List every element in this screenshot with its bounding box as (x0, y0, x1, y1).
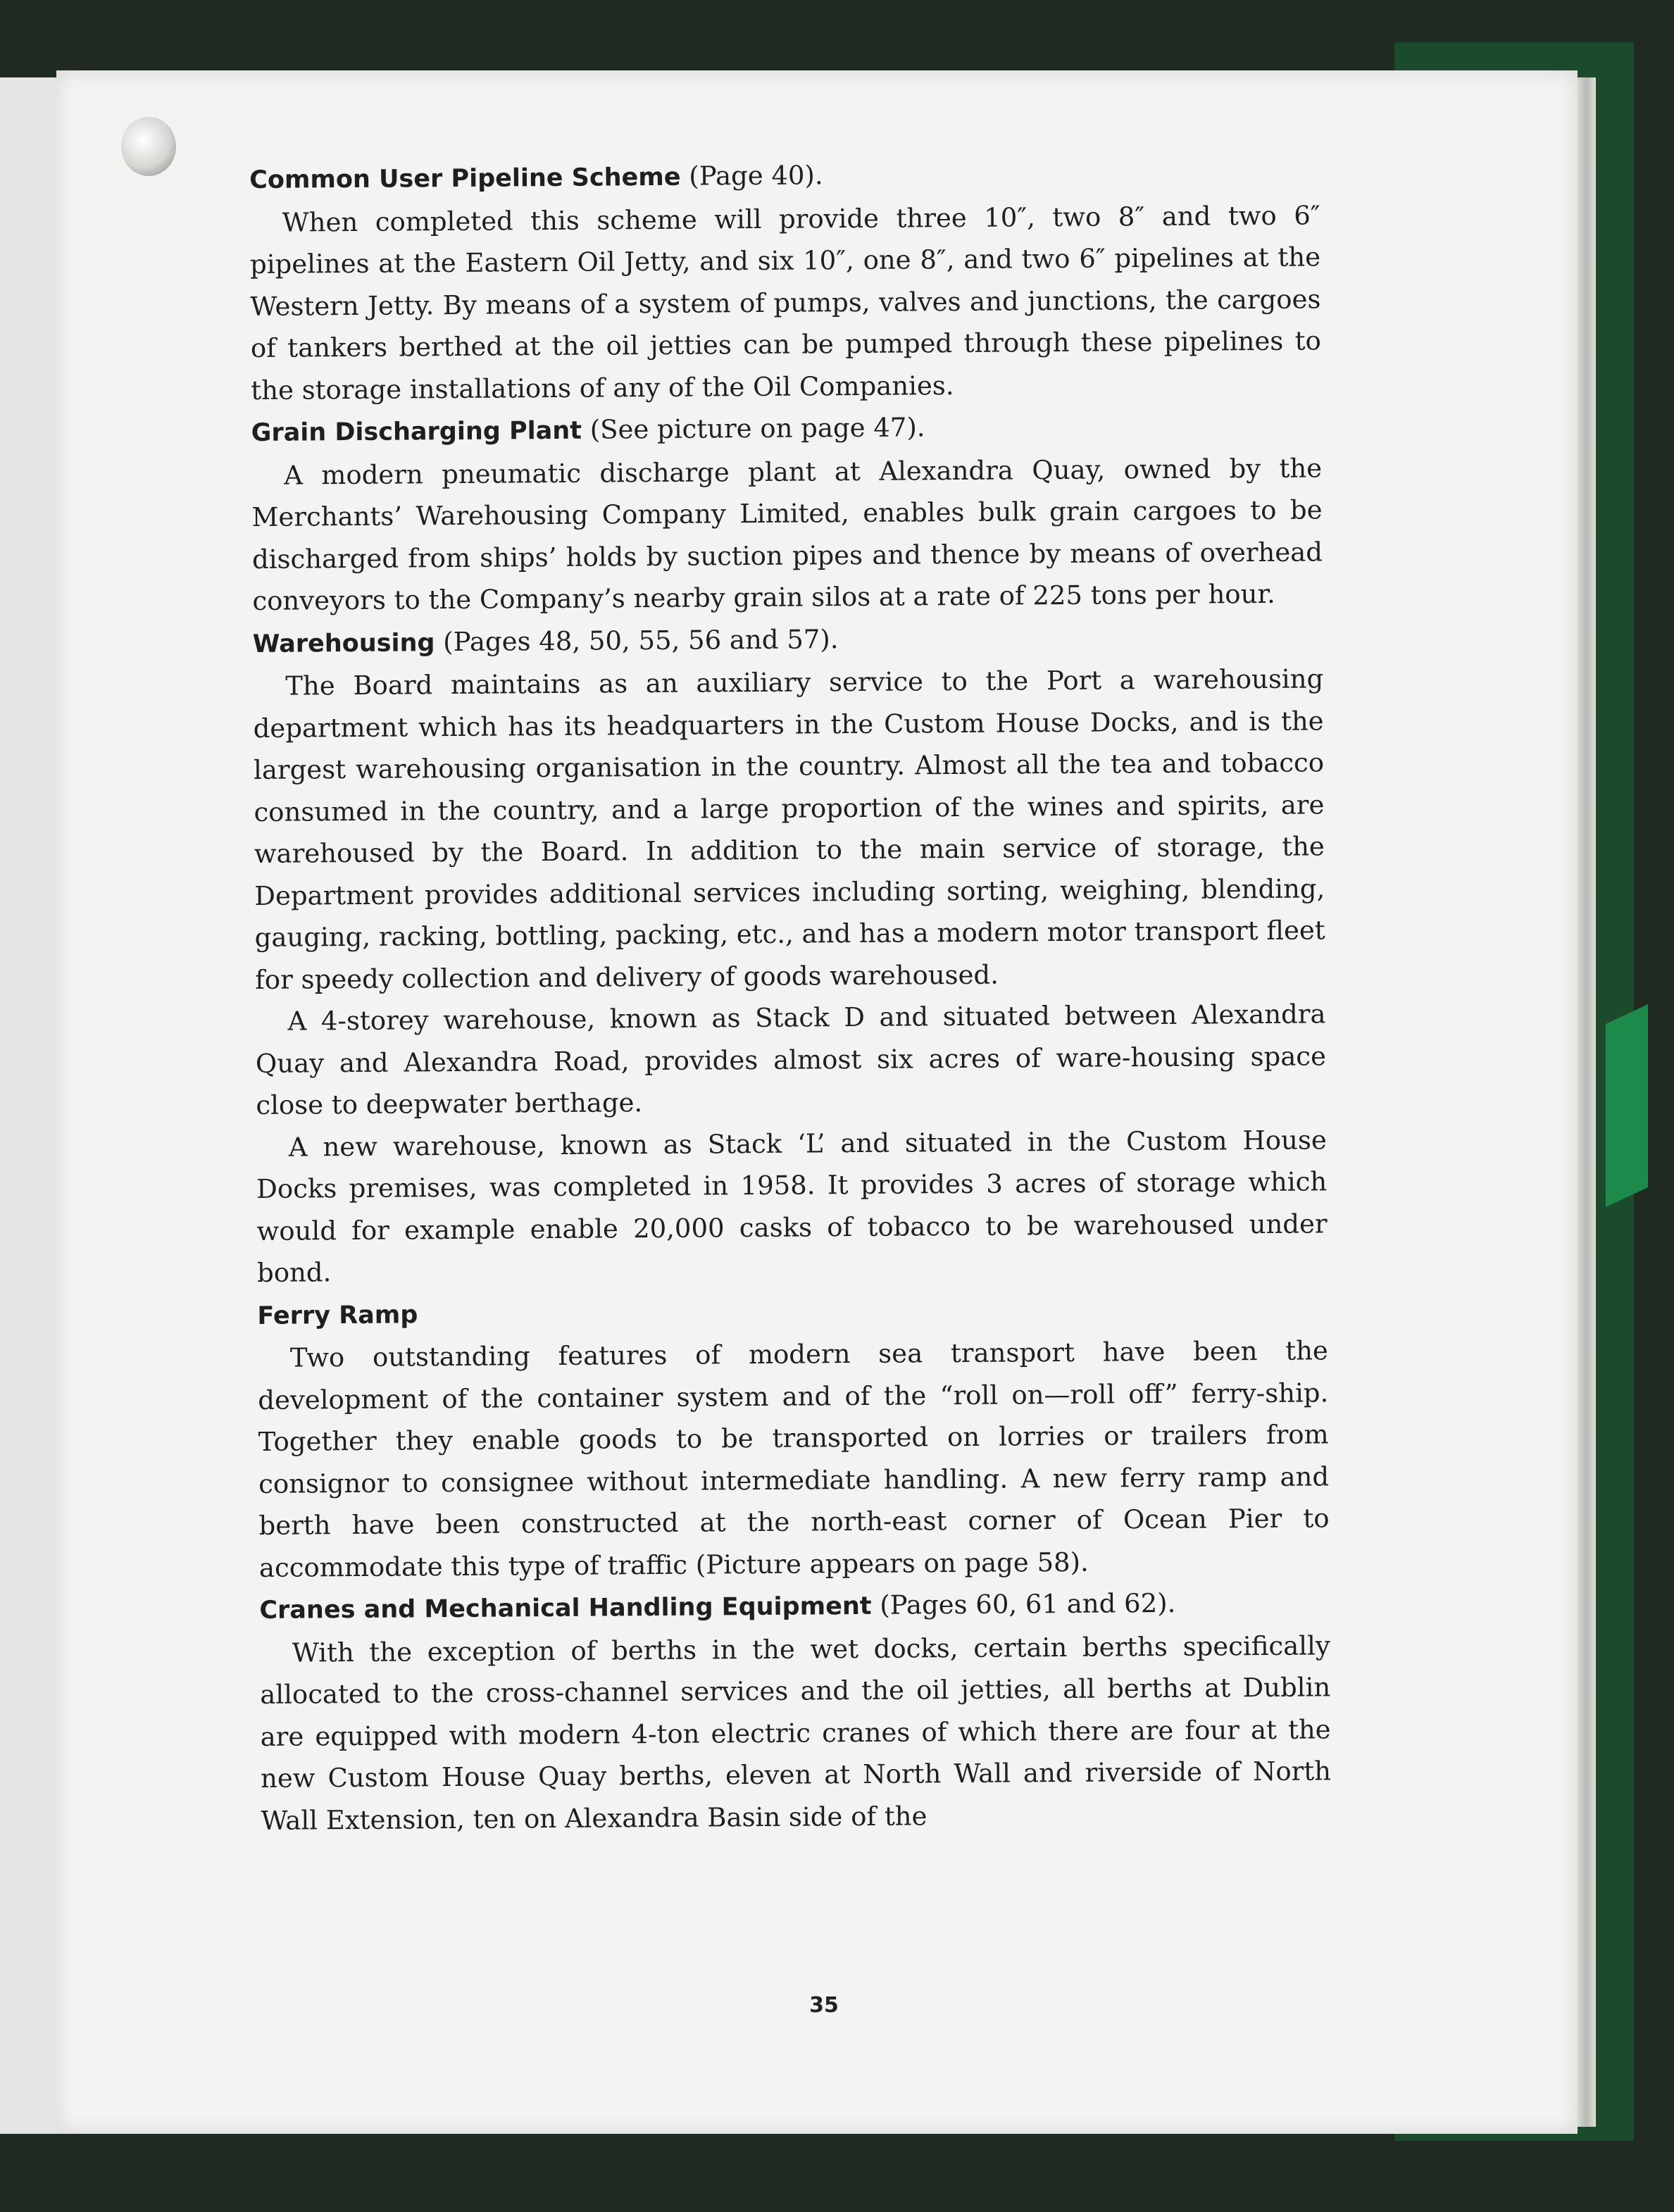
binding-accent (1606, 1004, 1648, 1207)
paragraph: When completed this scheme will provide three 10″, two 8″ and two 6″ pipelines at the Eastern Oil Jetty, and six 10″, one 8″, and two 6″ pipelines at the Western Jetty. By means of a system of pumps, valves and junctions, the cargoes of tankers berthed at the oil jetties can be pumped through these pipelines to the storage installations of any of the Oil Companies. (249, 199, 1321, 406)
paragraph: Two outstanding features of modern sea transport have been the development of the container system and of the “roll on—roll off” ferry-ship. Together they enable goods to be transported on lorries or trailers from consignor to consignee without intermediate handling. A new ferry ramp and berth have been constructed at the north-east corner of Ocean Pier to accommodate this type of traffic (Picture appears on page 58). (258, 1335, 1330, 1583)
heading-note: (See picture on page 47). (589, 412, 925, 445)
paragraph: A new warehouse, known as Stack ‘L’ and situated in the Custom House Docks premises, was completed in 1958. It provides 3 acres of storage which would for example enable 20,000 casks of tobacco to be warehoused under bond. (256, 1124, 1328, 1288)
page-number: 35 (809, 1993, 839, 2018)
section-pipeline-heading (249, 151, 1320, 201)
heading-text: Warehousing (252, 628, 435, 658)
page-text (249, 151, 1332, 1842)
heading-note: (Page 40). (689, 160, 823, 192)
heading-note: (Pages 60, 61 and 62). (880, 1587, 1176, 1620)
binder-hole (121, 117, 176, 176)
paragraph: The Board maintains as an auxiliary service to the Port a warehousing department which has its headquarters in the Custom House Docks, and is the largest warehousing organisation in the country. Almost all the tea and tobacco consumed in the country, and a large proportion of the wines and spirits, are warehoused by the Board. In addition to the main service of storage, the Department provides additional services including sorting, weighing, blending, gauging, racking, bottling, packing, etc., and has a modern motor transport fleet for speedy collection and delivery of goods warehoused. (253, 663, 1325, 995)
heading-text: Common User Pipeline Scheme (249, 163, 681, 194)
paragraph: A modern pneumatic discharge plant at Alexandra Quay, owned by the Merchants’ Warehousing Company Limited, enables bulk grain cargoes to be discharged from ships’ holds by suction pipes and thence by means of overhead conveyors to the Company’s nearby grain silos at a rate of 225 tons per hour. (251, 452, 1323, 616)
heading-text: Ferry Ramp (257, 1300, 418, 1330)
paragraph: A 4-storey warehouse, known as Stack D and situated between Alexandra Quay and Alexandra Road, provides almost six acres of ware-housing space close to deepwater berthage. (255, 999, 1327, 1120)
section-cranes-heading (259, 1581, 1330, 1632)
heading-text: Cranes and Mechanical Handling Equipment (259, 1592, 872, 1625)
section-ferry-heading (257, 1287, 1328, 1337)
heading-note: (Pages 48, 50, 55, 56 and 57). (443, 623, 839, 657)
paragraph: With the exception of berths in the wet docks, certain berths specifically allocated to the cross-channel services and the oil jetties, all berths at Dublin are equipped with modern 4-ton electric cranes of which there are four at the new Custom House Quay berths, eleven at North Wall and riverside of North Wall Extension, ten on Alexandra Basin side of the (260, 1630, 1332, 1836)
section-grain-heading (251, 404, 1322, 454)
page-stack-edge (1578, 77, 1596, 2127)
heading-text: Grain Discharging Plant (251, 416, 582, 447)
section-warehousing-heading (253, 615, 1323, 666)
